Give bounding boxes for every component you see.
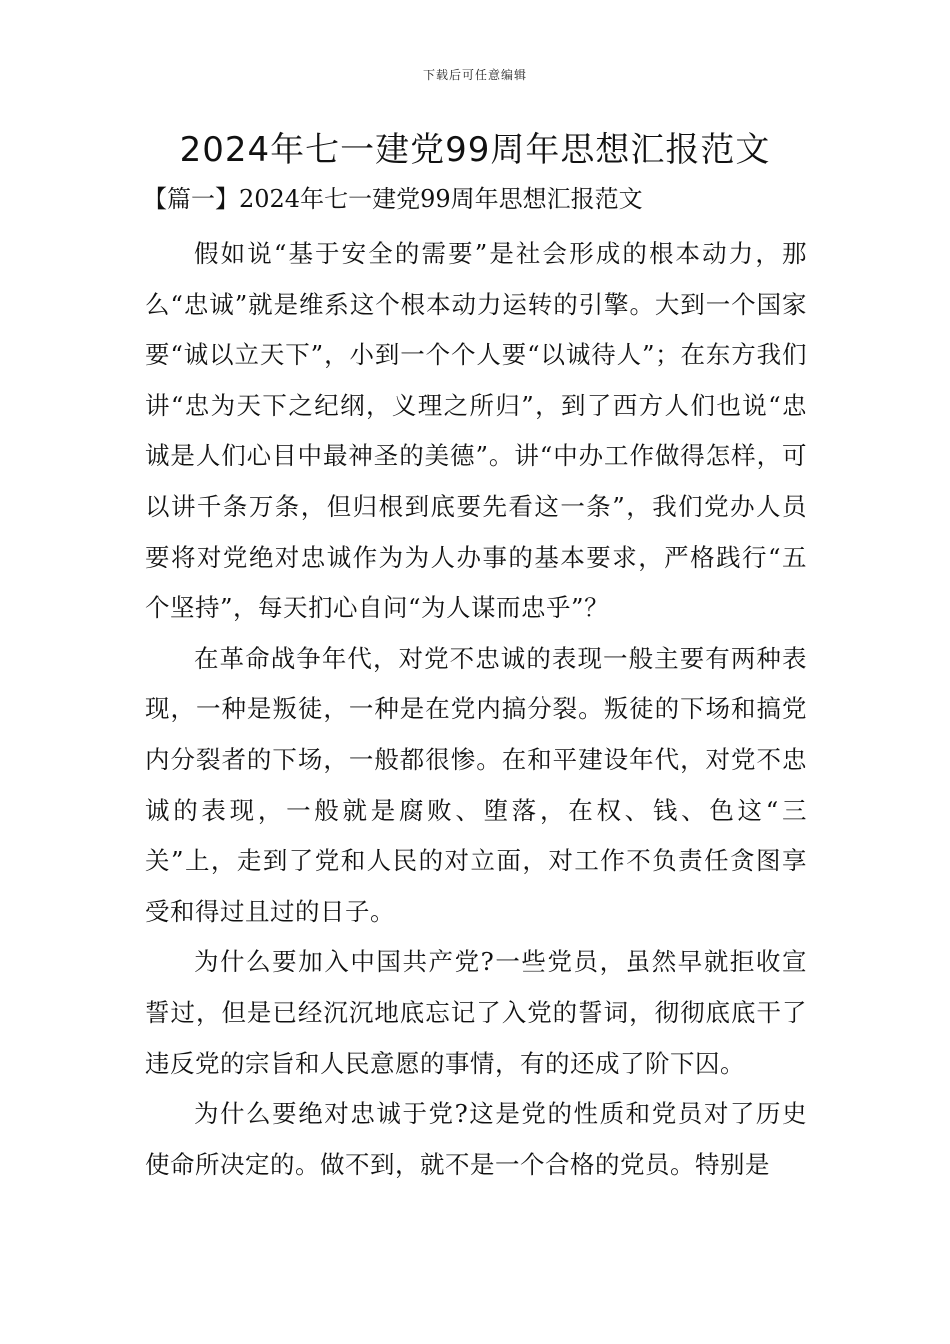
paragraph-1: 假如说“基于安全的需要”是社会形成的根本动力，那么“忠诚”就是维系这个根本动力运转的引擎。大到一个国家要“诚以立天下”，小到一个个人要“以诚待人”；在东方我们讲“忠为天下之纪纲，义理之所归”，到了西方人们也说“忠诚是人们心目中最神圣的美德”。讲“中办工作做得怎样，可以讲千条万条，但归根到底要先看这一条”，我们党办人员要将对党绝对忠诚作为为人办事的基本要求，严格践行“五个坚持”，每天扪心自问“为人谋而忠乎”？ [145,239,807,623]
paragraph-3: 为什么要加入中国共产党?一些党员，虽然早就拒收宣誓过，但是已经沉沉地底忘记了入党的誓词，彻彻底底干了违反党的宗旨和人民意愿的事情，有的还成了阶下囚。 [145,947,807,1078]
paragraph-2: 在革命战争年代，对党不忠诚的表现一般主要有两种表现，一种是叛徒，一种是在党内搞分裂。叛徒的下场和搞党内分裂者的下场，一般都很惨。在和平建设年代，对党不忠诚的表现，一般就是腐败、堕落，在权、钱、色这“三关”上，走到了党和人民的对立面，对工作不负责任贪图享受和得过且过的日子。 [145,643,807,926]
document-body [145,229,807,1190]
paragraph-4: 为什么要绝对忠诚于党?这是党的性质和党员对了历史使命所决定的。做不到，就不是一个合格的党员。特别是 [145,1099,807,1179]
page-header-note: 下载后可任意编辑 [422,68,527,82]
section-label: 【篇一】2024年七一建党99周年思想汇报范文 [143,185,643,213]
document-title: 2024年七一建党99周年思想汇报范文 [179,130,771,170]
